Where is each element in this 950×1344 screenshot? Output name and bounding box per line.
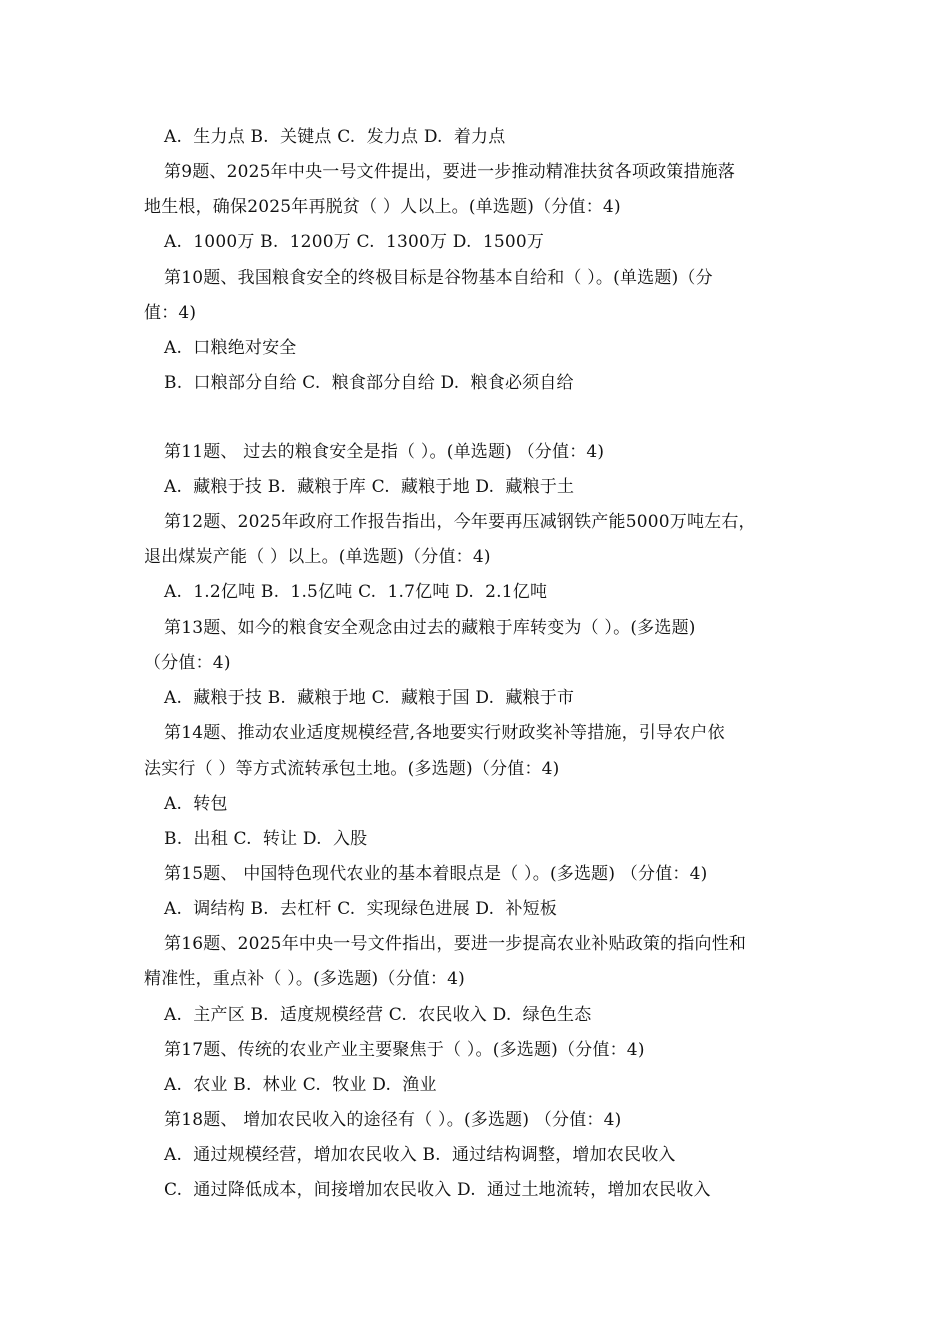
q16-question-line2: 精准性，重点补（ ）。(多选题)（分值：4) [144,969,466,989]
q14-question-line2: 法实行（ ）等方式流转承包土地。(多选题)（分值：4) [144,759,560,779]
q11-question: 第11题、 过去的粮食安全是指（ ）。(单选题) （分值：4) [164,442,605,462]
q17-options: A. 农业 B. 林业 C. 牧业 D. 渔业 [164,1075,437,1095]
q11-options: A. 藏粮于技 B. 藏粮于库 C. 藏粮于地 D. 藏粮于土 [164,477,575,497]
q9-question-line1: 第9题、2025年中央一号文件提出，要进一步推动精准扶贫各项政策措施落 [164,162,736,182]
q16-options: A. 主产区 B. 适度规模经营 C. 农民收入 D. 绿色生态 [164,1005,592,1025]
q18-options-ab: A. 通过规模经营，增加农民收入 B. 通过结构调整，增加农民收入 [164,1145,676,1165]
q13-question-line2: （分值：4) [144,653,231,673]
q10-question-line2: 值：4) [144,303,197,323]
q12-question-line2: 退出煤炭产能（ ）以上。(单选题)（分值：4) [144,547,491,567]
q8-options: A. 生力点 B. 关键点 C. 发力点 D. 着力点 [164,127,506,147]
q18-options-cd: C. 通过降低成本，间接增加农民收入 D. 通过土地流转，增加农民收入 [164,1180,711,1200]
q10-question-line1: 第10题、我国粮食安全的终极目标是谷物基本自给和（ ）。(单选题)（分 [164,268,713,288]
q17-question: 第17题、传统的农业产业主要聚焦于（ ）。(多选题)（分值：4) [164,1040,645,1060]
q13-options: A. 藏粮于技 B. 藏粮于地 C. 藏粮于国 D. 藏粮于市 [164,688,575,708]
q15-question: 第15题、 中国特色现代农业的基本着眼点是（ ）。(多选题) （分值：4) [164,864,708,884]
q10-options-bcd: B. 口粮部分自给 C. 粮食部分自给 D. 粮食必须自给 [164,373,574,393]
q14-options-bcd: B. 出租 C. 转让 D. 入股 [164,829,368,849]
q14-option-a: A. 转包 [164,794,228,814]
q12-question-line1: 第12题、2025年政府工作报告指出，今年要再压减钢铁产能5000万吨左右， [164,512,756,532]
q10-option-a: A. 口粮绝对安全 [164,338,297,358]
q15-options: A. 调结构 B. 去杠杆 C. 实现绿色进展 D. 补短板 [164,899,558,919]
q9-question-line2: 地生根，确保2025年再脱贫（ ）人以上。(单选题)（分值：4) [144,197,621,217]
q14-question-line1: 第14题、推动农业适度规模经营,各地要实行财政奖补等措施，引导农户依 [164,723,725,743]
q13-question-line1: 第13题、如今的粮食安全观念由过去的藏粮于库转变为（ ）。(多选题) [164,618,696,638]
q16-question-line1: 第16题、2025年中央一号文件指出，要进一步提高农业补贴政策的指向性和 [164,934,747,954]
q18-question: 第18题、 增加农民收入的途径有（ ）。(多选题) （分值：4) [164,1110,622,1130]
q9-options: A. 1000万 B. 1200万 C. 1300万 D. 1500万 [164,232,545,252]
q12-options: A. 1.2亿吨 B. 1.5亿吨 C. 1.7亿吨 D. 2.1亿吨 [164,582,548,602]
